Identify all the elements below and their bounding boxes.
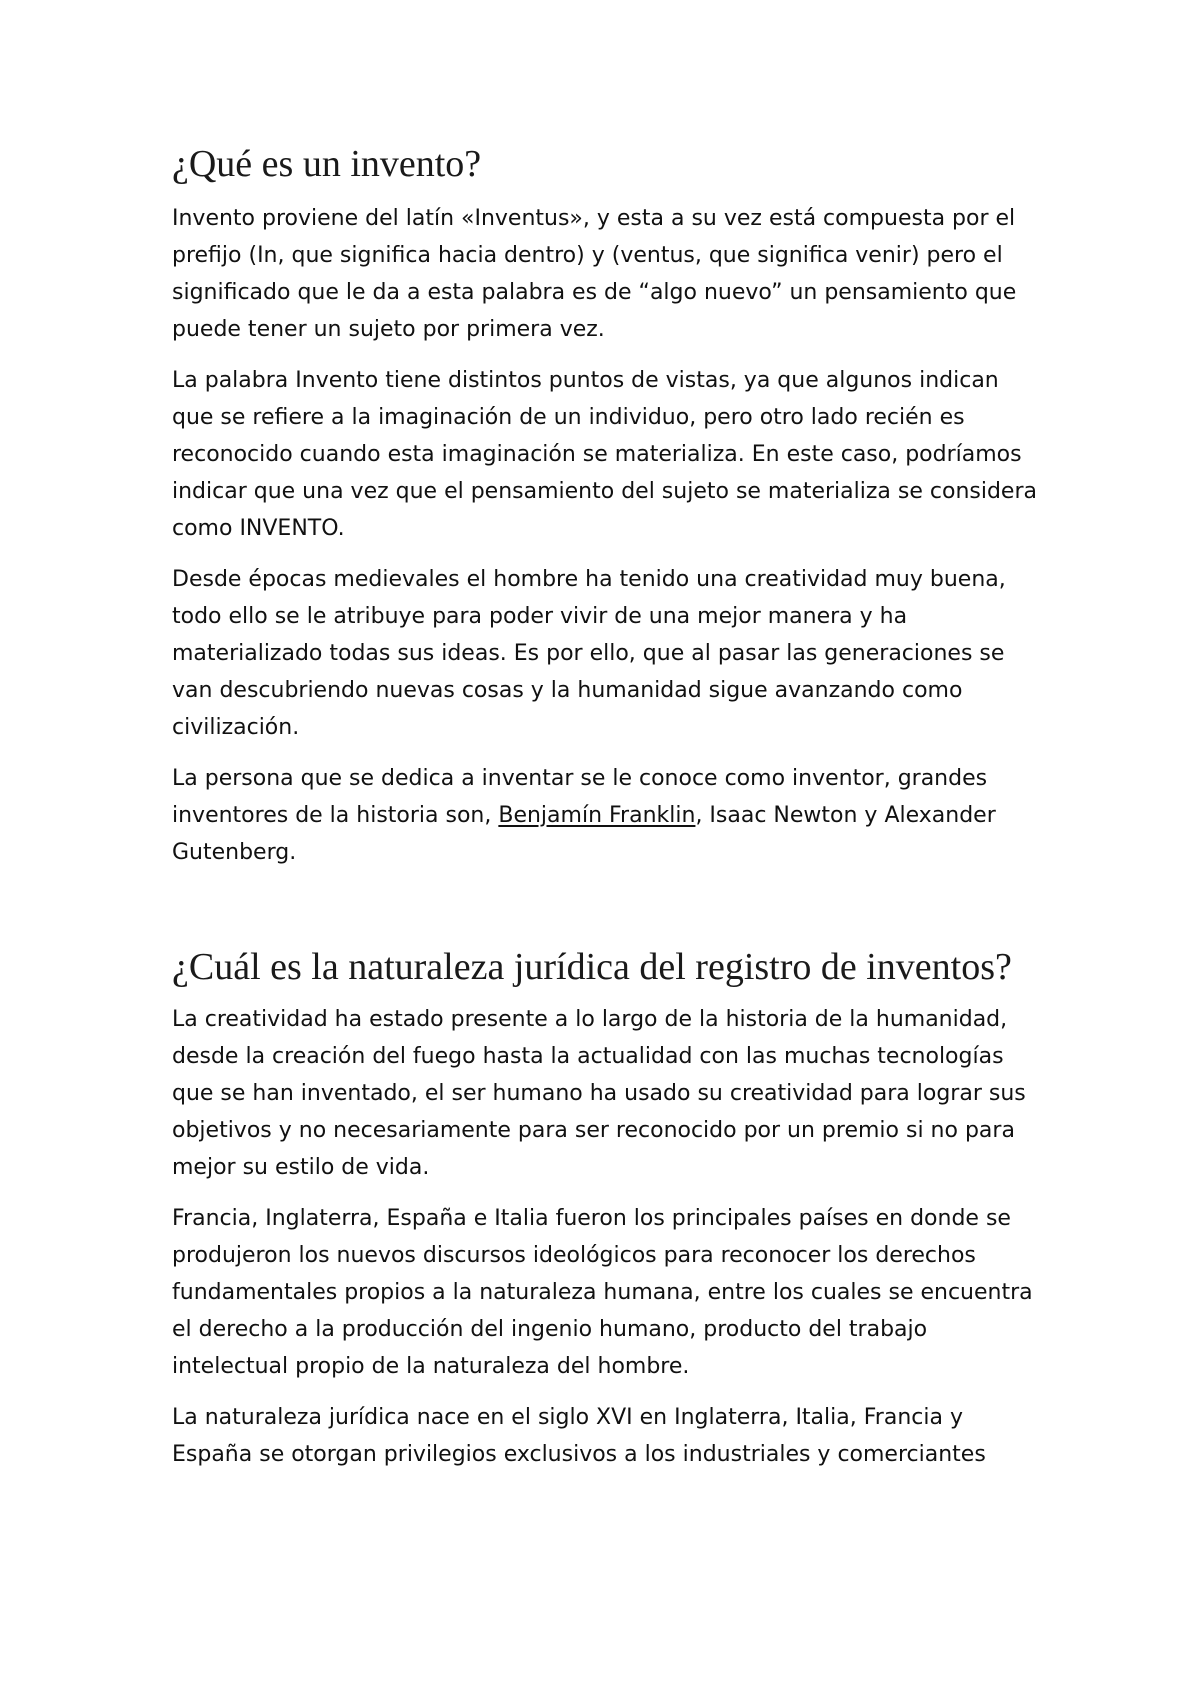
section-heading-naturaleza-juridica: ¿Cuál es la naturaleza jurídica del registro de inventos?	[172, 946, 1012, 988]
document-page	[172, 140, 1042, 1487]
paragraph-inventores	[172, 760, 1042, 871]
paragraph-epocas-medievales: Desde épocas medievales el hombre ha tenido una creatividad muy buena, todo ello se le atribuye para poder vivir de una mejor manera y ha materializado todas sus ideas. Es por ello, que al pasar las generaciones se van descubriendo nuevas cosas y la humanidad sigue avanzando como civilización.	[172, 567, 1006, 740]
paragraph-origen-palabra: Invento proviene del latín «Inventus», y esta a su vez está compuesta por el prefijo (In, que significa hacia dentro) y (ventus, que significa venir) pero el significado que le da a esta palabra es de “algo nuevo” un pensamiento que puede tener un sujeto por primera vez.	[172, 206, 1017, 342]
paragraph-paises-discursos: Francia, Inglaterra, España e Italia fueron los principales países en donde se produjeron los nuevos discursos ideológicos para reconocer los derechos fundamentales propios a la naturaleza humana, entre los cuales se encuentra el derecho a la producción del ingenio humano, producto del trabajo intelectual propio de la naturaleza del hombre.	[172, 1206, 1033, 1379]
inventores-text-before: La persona que se dedica a inventar se le conoce como inventor, grandes inventores de la historia son,	[172, 766, 988, 828]
section-heading-que-es-un-invento: ¿Qué es un invento?	[172, 143, 482, 185]
paragraph-siglo-xvi: La naturaleza jurídica nace en el siglo XVI en Inglaterra, Italia, Francia y España se otorgan privilegios exclusivos a los industriales y comerciantes	[172, 1405, 986, 1467]
paragraph-puntos-de-vista: La palabra Invento tiene distintos puntos de vistas, ya que algunos indican que se refiere a la imaginación de un individuo, pero otro lado recién es reconocido cuando esta imaginación se materializa. En este caso, podríamos indicar que una vez que el pensamiento del sujeto se materializa se considera como INVENTO.	[172, 368, 1037, 541]
paragraph-creatividad-historia: La creatividad ha estado presente a lo largo de la historia de la humanidad, desde la creación del fuego hasta la actualidad con las muchas tecnologías que se han inventado, el ser humano ha usado su creatividad para lograr sus objetivos y no necesariamente para ser reconocido por un premio si no para mejor su estilo de vida.	[172, 1007, 1026, 1180]
benjamin-franklin-link[interactable]: Benjamín Franklin	[498, 803, 696, 828]
inventores-text-after: , Isaac Newton y Alexander Gutenberg.	[172, 803, 996, 865]
